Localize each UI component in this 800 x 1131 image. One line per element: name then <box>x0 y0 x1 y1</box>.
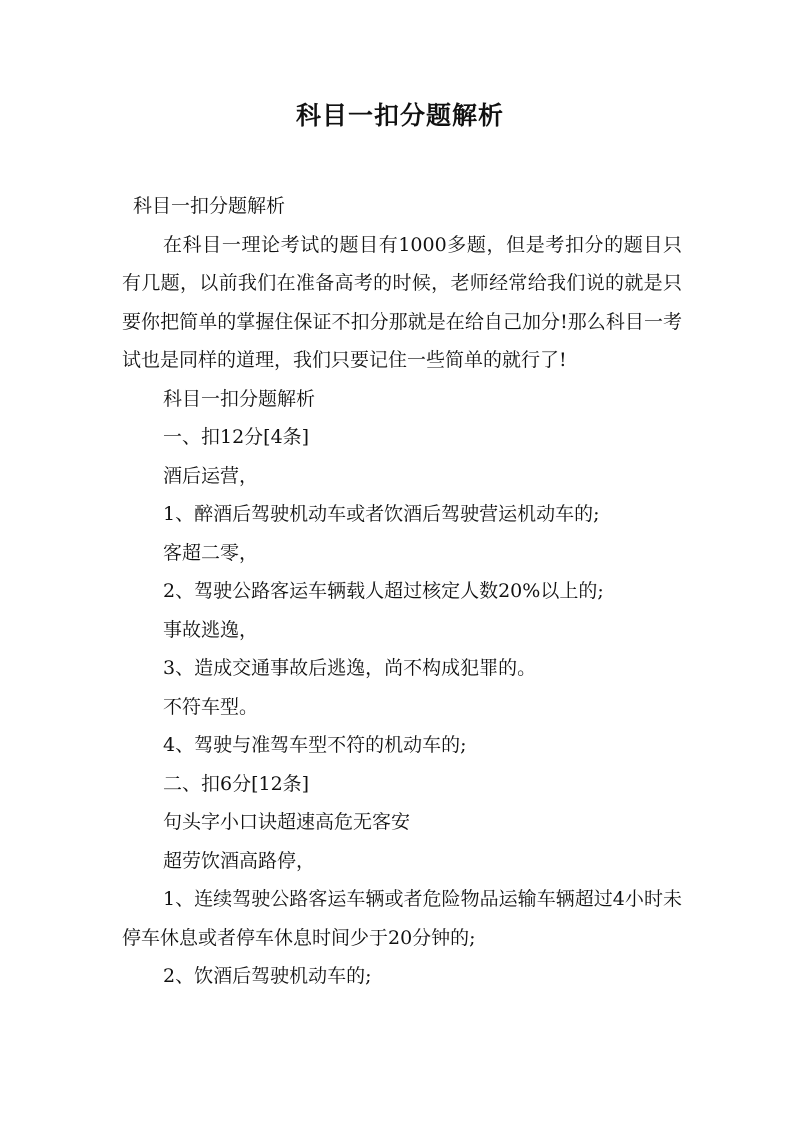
mnemonic-line: 客超二零， <box>163 541 259 564</box>
mnemonic-line: 超劳饮酒高路停， <box>163 849 316 872</box>
document-body <box>122 187 682 996</box>
section-heading-12: 一、扣12分[4条] <box>163 426 310 448</box>
mnemonic-line: 不符车型。 <box>163 695 259 718</box>
section-heading-6: 二、扣6分[12条] <box>163 772 310 795</box>
rule-item: 2、饮酒后驾驶机动车的; <box>163 965 372 987</box>
rule-item: 1、醉酒后驾驶机动车或者饮酒后驾驶营运机动车的; <box>163 503 600 525</box>
rule-item: 4、驾驶与准驾车型不符的机动车的; <box>163 734 467 756</box>
document-subtitle: 科目一扣分题解析 <box>133 195 286 217</box>
section-heading: 科目一扣分题解析 <box>163 387 316 410</box>
mnemonic-line: 事故逃逸， <box>163 618 259 641</box>
mnemonic-line: 酒后运营， <box>163 464 259 487</box>
mnemonic-line: 句头字小口诀超速高危无客安 <box>163 811 411 833</box>
intro-paragraph: 在科目一理论考试的题目有1000多题，但是考扣分的题目只有几题，以前我们在准备高考的时候，老师经常给我们说的就是只要你把简单的掌握住保证不扣分那就是在给自己加分!那么科目一考试也是同样的道理，我们只要记住一些简单的就行了! <box>122 233 682 371</box>
rule-item: 3、造成交通事故后逃逸，尚不构成犯罪的。 <box>163 657 537 679</box>
rule-item: 1、连续驾驶公路客运车辆或者危险物品运输车辆超过4小时未停车休息或者停车休息时间少于20分钟的; <box>122 888 682 949</box>
document-title: 科目一扣分题解析 <box>295 101 504 130</box>
rule-item: 2、驾驶公路客运车辆载人超过核定人数20%以上的; <box>163 580 604 602</box>
